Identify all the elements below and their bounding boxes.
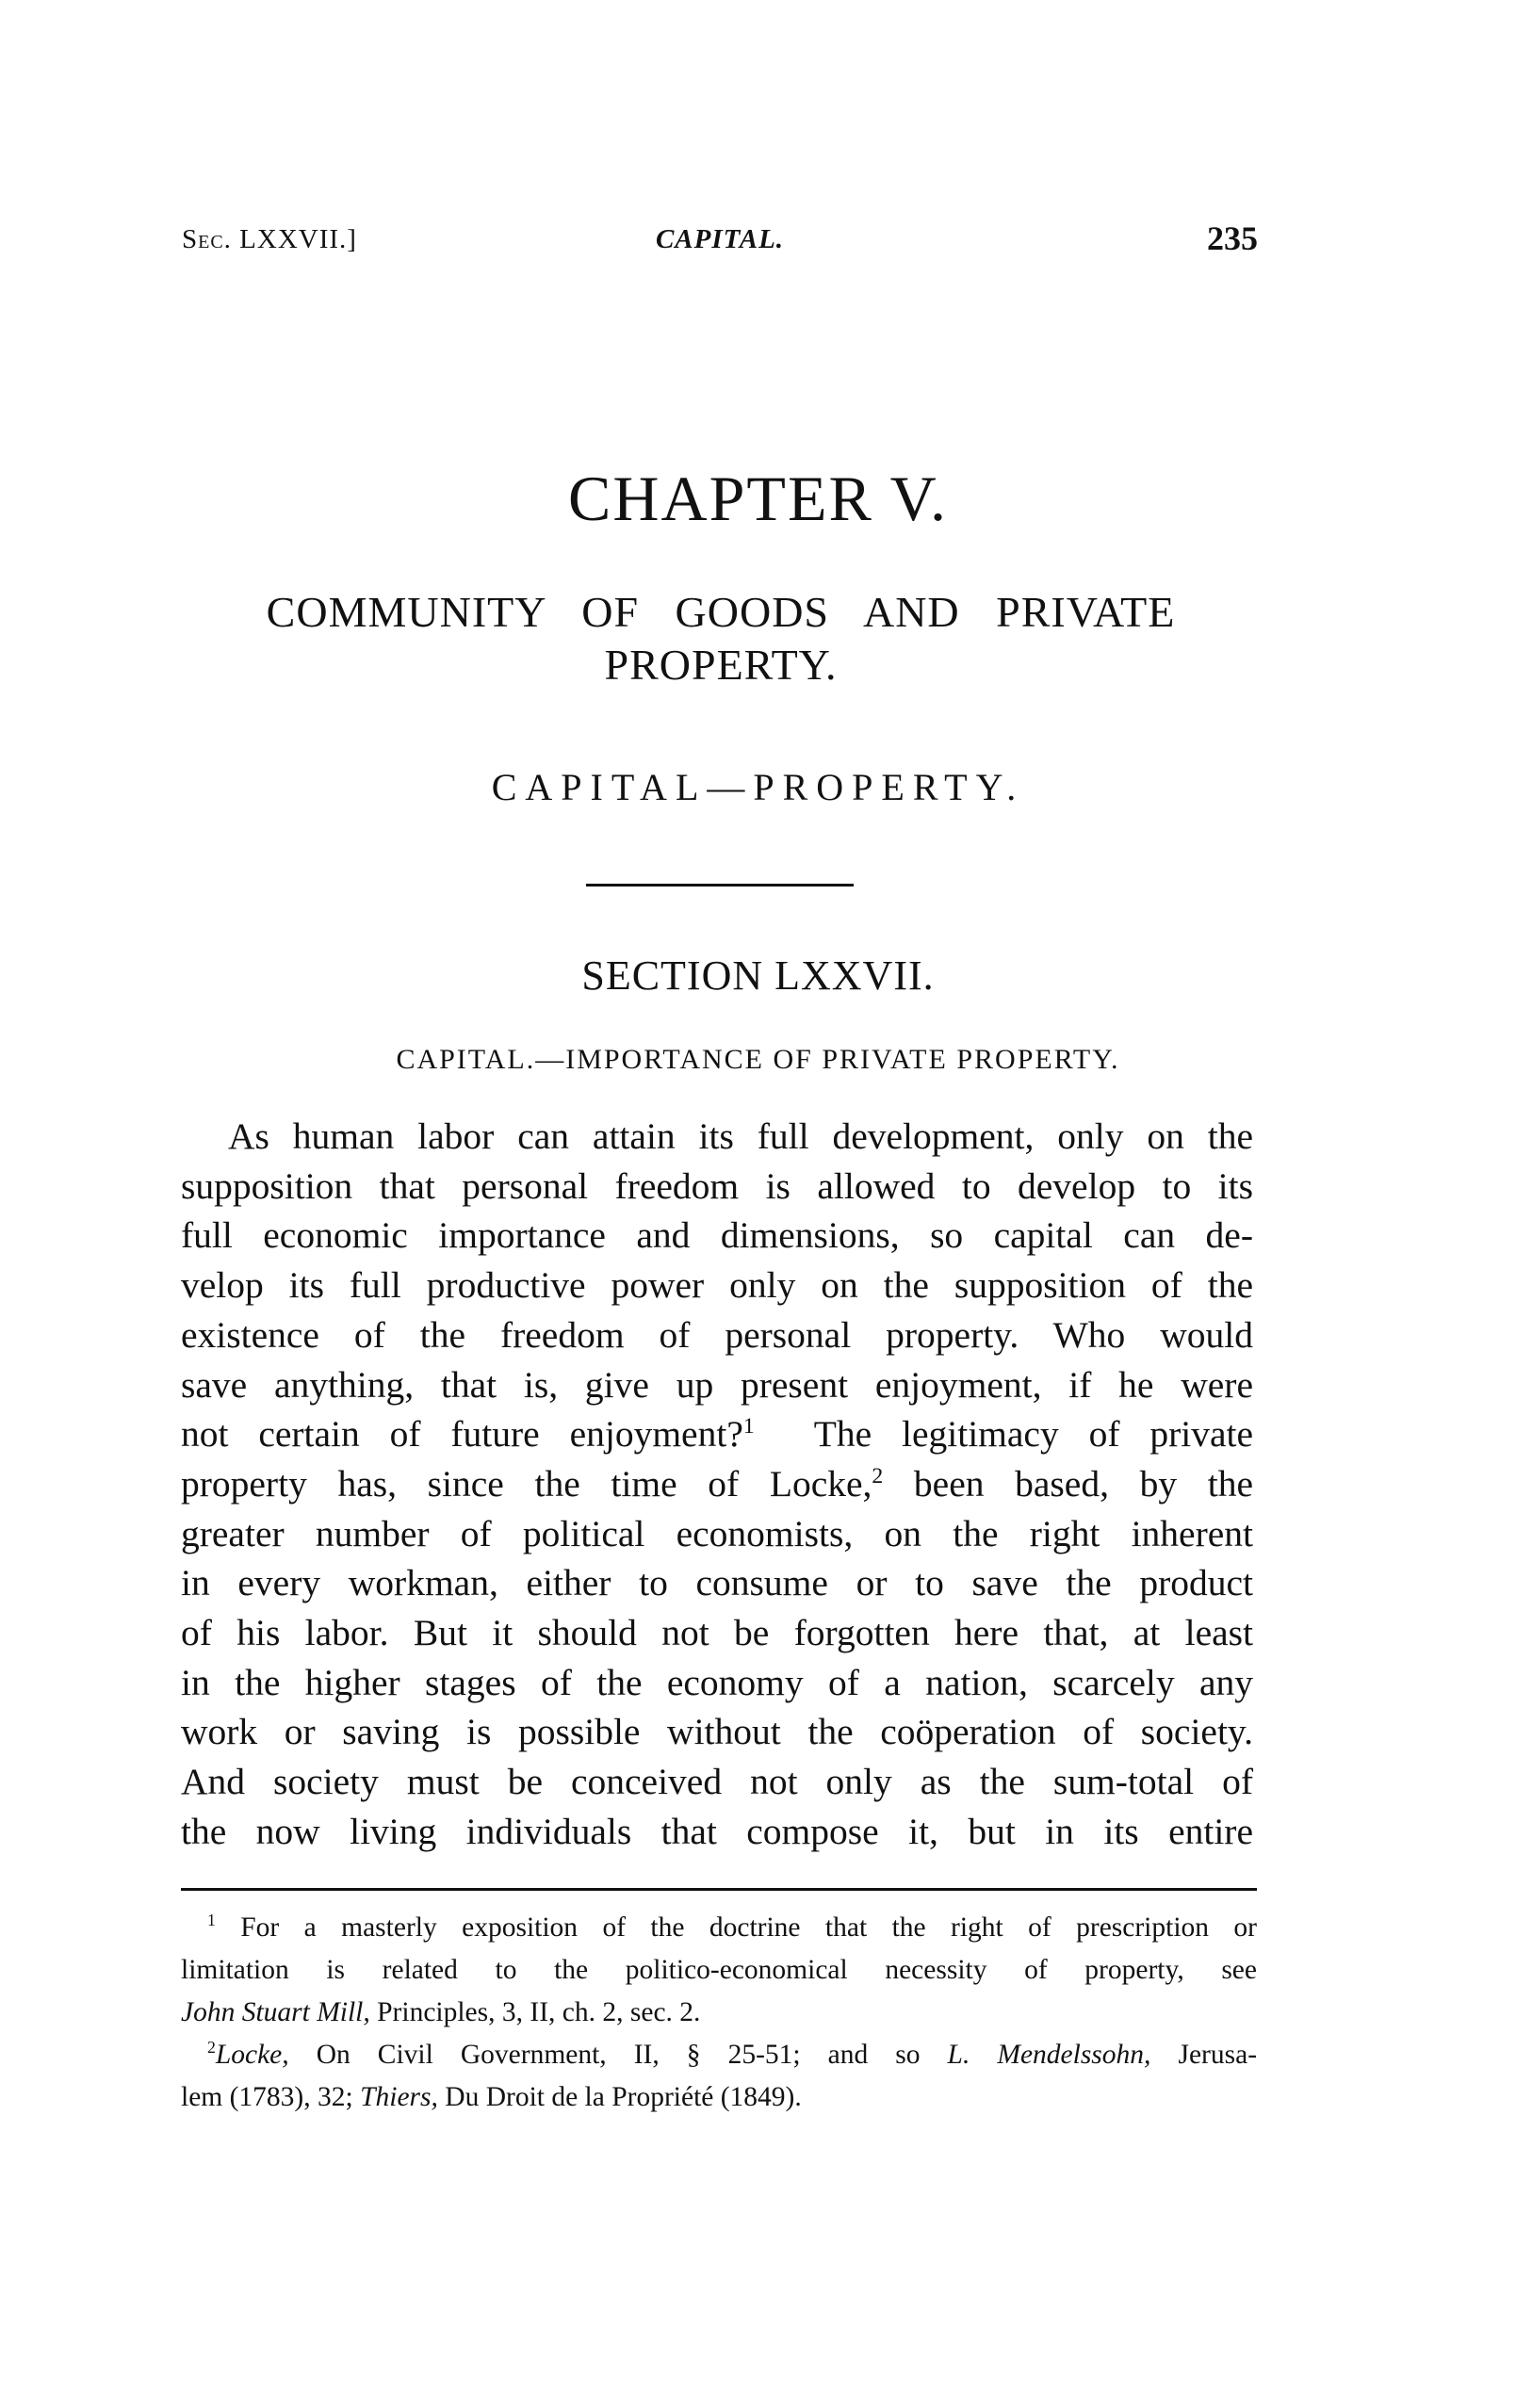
body-line: existence of the freedom of personal property. Who would <box>181 1313 1253 1356</box>
footnote-author: Thiers, <box>360 2082 438 2112</box>
running-head-title: CAPITAL. <box>655 224 785 254</box>
footnote-text: lem (1783), 32; <box>181 2082 353 2112</box>
body-line: save anything, that is, give up present enjoyment, if he were <box>181 1363 1253 1406</box>
footnote-text: For a masterly exposition of the doctrine that the right of prescription or <box>240 1912 1257 1943</box>
section-title: SECTION LXXVII. <box>581 952 935 999</box>
body-line-part: property has, since the time of Locke, <box>181 1462 872 1505</box>
footnote-author: Locke, <box>215 2040 289 2070</box>
chapter-subtitle <box>179 586 1263 691</box>
footnote-1-line: limitation is related to the politico-economical necessity of property, see <box>181 1955 1257 1985</box>
body-line: full economic importance and dimensions, so capital can de- <box>181 1214 1253 1257</box>
footnote-text: Du Droit de la Propriété (1849). <box>445 2082 802 2112</box>
chapter-subtitle-line-2: PROPERTY. <box>604 641 838 689</box>
footnote-marker-2: 2 <box>207 2038 216 2058</box>
body-line: work or saving is possible without the coöperation of society. <box>181 1711 1253 1753</box>
chapter-subsubtitle: CAPITAL—PROPERTY. <box>491 766 1025 808</box>
footnote-marker-1: 1 <box>207 1911 216 1930</box>
footnote-ref-1: 1 <box>742 1414 755 1440</box>
running-head <box>182 219 1258 266</box>
body-line: supposition that personal freedom is allowed to develop to its <box>181 1164 1253 1207</box>
chapter-subtitle-line-1: COMMUNITY OF GOODS AND PRIVATE <box>266 588 1176 636</box>
footnote-author: John Stuart Mill, <box>181 1997 370 2027</box>
footnote-2-line <box>181 2034 1257 2076</box>
footnote-ref-2: 2 <box>872 1463 884 1489</box>
body-line: in the higher stages of the economy of a nation, scarcely any <box>181 1661 1253 1703</box>
body-line: of his labor. But it should not be forgotten here that, at least <box>181 1612 1253 1654</box>
body-line: And society must be conceived not only as the sum-total of <box>181 1761 1253 1803</box>
body-line: velop its full productive power only on the supposition of the <box>181 1264 1253 1307</box>
section-divider <box>586 884 854 887</box>
footnotes <box>181 1907 1257 2119</box>
footnote-text: On Civil Government, II, § 25-51; and so <box>316 2040 921 2070</box>
footnote-1-line <box>181 1992 1257 2034</box>
body-line-part: been based, by the <box>913 1462 1254 1505</box>
footnote-1-line <box>181 1907 1257 1949</box>
chapter-title: CHAPTER V. <box>568 463 948 534</box>
page-number: 235 <box>1207 220 1258 257</box>
footnote-text: Jerusa- <box>1178 2040 1258 2070</box>
section-subtitle: CAPITAL.—IMPORTANCE OF PRIVATE PROPERTY. <box>396 1044 1120 1075</box>
footnote-author: L. Mendelssohn, <box>947 2040 1151 2070</box>
body-line-part: The legitimacy of private <box>813 1413 1253 1456</box>
body-line: As human labor can attain its full development, only on the <box>228 1115 1253 1157</box>
footnote-rule <box>181 1888 1257 1891</box>
body-line-part: not certain of future enjoyment? <box>181 1413 743 1456</box>
body-line: greater number of political economists, on the right inherent <box>181 1512 1253 1554</box>
body-paragraph <box>181 1112 1253 1857</box>
footnote-2-line <box>181 2076 1257 2119</box>
body-line: the now living individuals that compose it, but in its entire <box>181 1810 1253 1852</box>
footnote-text: Principles, 3, II, ch. 2, sec. 2. <box>377 1997 701 2027</box>
body-line <box>181 1409 1253 1459</box>
body-line: in every workman, either to consume or to save the product <box>181 1562 1253 1604</box>
body-line <box>181 1459 1253 1509</box>
running-head-section: Sec. LXXVII.] <box>182 224 357 254</box>
